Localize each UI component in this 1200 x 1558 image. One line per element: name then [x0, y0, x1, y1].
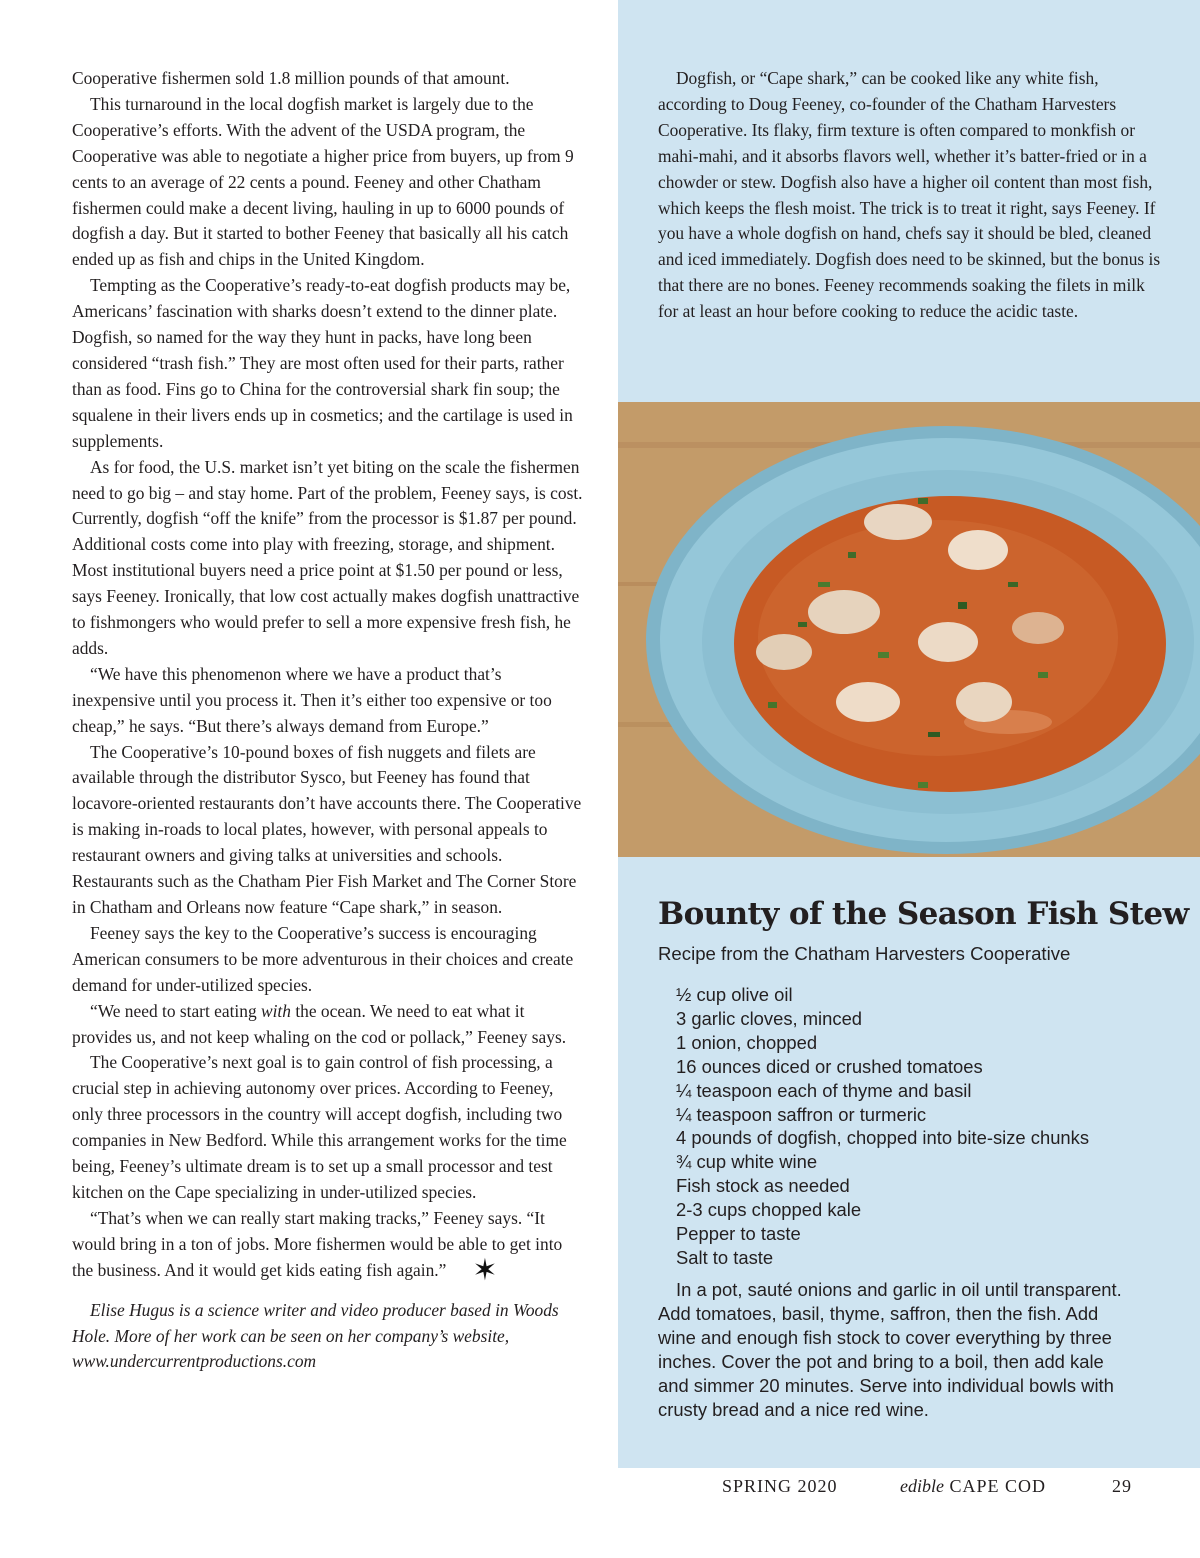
- ingredient-item: ¼ teaspoon saffron or turmeric: [676, 1103, 927, 1125]
- recipe-method: In a pot, sauté onions and garlic in oil until transparent. Add tomatoes, basil, thyme, saffron, then the fish. Add wine and enough fish stock to cover everything by three inches. Cover the pot and bring to a boil, then add kale and simmer 20 minutes. Serve into individual bowls with crusty bread and a nice red wine.: [658, 1279, 1122, 1420]
- quote-emphasis: with: [261, 1000, 291, 1021]
- page-number: 29: [1112, 1476, 1132, 1496]
- ingredient-item: 4 pounds of dogfish, chopped into bite-size chunks: [676, 1127, 1090, 1149]
- ingredient-item: Pepper to taste: [676, 1223, 801, 1245]
- footer-magazine-rest: CAPE COD: [943, 1476, 1046, 1496]
- article-paragraph: “We have this phenomenon where we have a product that’s inexpensive until you process it. Then it’s either too expensive or too cheap,” he says. “But there’s always demand from Europe.”: [72, 663, 552, 736]
- article-column: [72, 66, 584, 1375]
- article-paragraph: The Cooperative’s 10-pound boxes of fish nuggets and filets are available through the distributor Sysco, but Feeney has found that locavore-oriented restaurants don’t have accounts there. The Cooperative is making in-roads to local plates, however, with personal appeals to restaurant owners and giving talks at universities and schools. Restaurants such as the Chatham Pier Fish Market and The Corner Store in Chatham and Orleans now feature “Cape shark,” in season.: [72, 741, 582, 917]
- article-paragraph: The Cooperative’s next goal is to gain control of fish processing, a crucial step in achieving autonomy over prices. According to Feeney, only three processors in the country will accept dogfish, including two companies in New Bedford. While this arrangement works for the time being, Feeney’s ultimate dream is to set up a small processor and test kitchen on the Cape specializing in under-utilized species.: [72, 1052, 567, 1202]
- ingredient-item: ¾ cup white wine: [676, 1151, 818, 1173]
- recipe-source: Recipe from the Chatham Harvesters Cooperative: [658, 943, 1071, 964]
- article-paragraph: This turnaround in the local dogfish market is largely due to the Cooperative’s efforts. With the advent of the USDA program, the Cooperative was able to negotiate a higher price from buyers, up from 9 cents to an average of 22 cents a pound. Feeney and other Chatham fishermen could make a decent living, hauling in up to 6000 pounds of dogfish a day. But it started to bother Feeney that basically all his catch ended up as fish and chips in the United Kingdom.: [72, 93, 574, 270]
- ingredient-item: Salt to taste: [676, 1246, 774, 1268]
- ingredient-item: 1 onion, chopped: [676, 1031, 818, 1053]
- footer-magazine-name: [900, 1472, 1046, 1500]
- article-paragraph: Cooperative fishermen sold 1.8 million pounds of that amount.: [72, 68, 510, 88]
- author-bio: Elise Hugus is a science writer and video producer based in Woods Hole. More of her work can be seen on her company’s website, www.undercurrentproductions.com: [72, 1299, 559, 1372]
- closing-text: “That’s when we can really start making tracks,” Feeney says. “It would bring in a ton of jobs. More fishermen would be able to get into the business. And it would get kids eating fish again.”: [72, 1207, 563, 1280]
- recipe-title: Bounty of the Season Fish Stew: [658, 896, 1189, 932]
- article-paragraph: Feeney says the key to the Cooperative’s success is encouraging American consumers to be more adventurous in their choices and create demand for under-utilized species.: [72, 922, 574, 995]
- ingredient-item: 16 ounces diced or crushed tomatoes: [676, 1055, 983, 1077]
- quote-text-start: “We need to start eating: [90, 1000, 261, 1021]
- ingredient-item: Fish stock as needed: [676, 1175, 850, 1197]
- stew-bowl-illustration: [618, 402, 1200, 857]
- ingredient-item: 2-3 cups chopped kale: [676, 1199, 862, 1221]
- page-footer: [722, 1472, 1132, 1500]
- article-paragraph: Tempting as the Cooperative’s ready-to-eat dogfish products may be, Americans’ fascination with sharks doesn’t extend to the dinner plate. Dogfish, so named for the way they hunt in packs, have long been considered “trash fish.” They are most often used for their parts, rather than as food. Fins go to China for the controversial shark fin soup; the squalene in their livers ends up in cosmetics; and the cartilage is used in supplements.: [72, 275, 573, 451]
- article-closing-paragraph: [72, 1206, 584, 1287]
- article-paragraph: As for food, the U.S. market isn’t yet biting on the scale the fishermen need to go big – and stay home. Part of the problem, Feeney says, is cost. Currently, dogfish “off the knife” from the processor is $1.87 per pound. Additional costs come into play with freezing, storage, and shipment. Most institutional buyers need a price point at $1.50 per pound or less, says Feeney. Ironically, that low cost actually makes dogfish unattractive to fishmongers who would prefer to sell a more expensive fresh fish, he adds.: [72, 456, 583, 658]
- quote-text-end: the ocean. We need to eat what it provides us, and not keep whaling on the cod or pollack,” Feeney says.: [72, 1000, 567, 1047]
- ingredient-item: ¼ teaspoon each of thyme and basil: [676, 1079, 972, 1101]
- recipe-sidebar: [618, 0, 1200, 1468]
- footer-magazine-italic: edible: [900, 1476, 944, 1496]
- sidebar-intro: [658, 66, 1166, 325]
- footer-issue: SPRING 2020: [722, 1476, 838, 1496]
- ingredient-item: 3 garlic cloves, minced: [676, 1007, 863, 1029]
- sidebar-intro-paragraph: Dogfish, or “Cape shark,” can be cooked like any white fish, according to Doug Feeney, co-founder of the Chatham Harvesters Cooperative. Its flaky, firm texture is often compared to monkfish or mahi-mahi, and it absorbs flavors well, whether it’s batter-fried or in a chowder or stew. Dogfish also have a higher oil content than most fish, which keeps the flesh moist. The trick is to treat it right, says Feeney. If you have a whole dogfish on hand, chefs say it should be bled, cleaned and iced immediately. Dogfish does need to be skinned, but the bonus is that there are no bones. Feeney recommends soaking the filets in milk for at least an hour before cooking to reduce the acidic taste.: [658, 68, 1161, 322]
- ingredient-item: ½ cup olive oil: [676, 984, 793, 1005]
- fish-stew-photo: [618, 402, 1200, 857]
- ingredient-list: [676, 983, 1089, 1270]
- end-mark-icon: ✶: [472, 1253, 498, 1287]
- article-quote-paragraph: [72, 999, 584, 1051]
